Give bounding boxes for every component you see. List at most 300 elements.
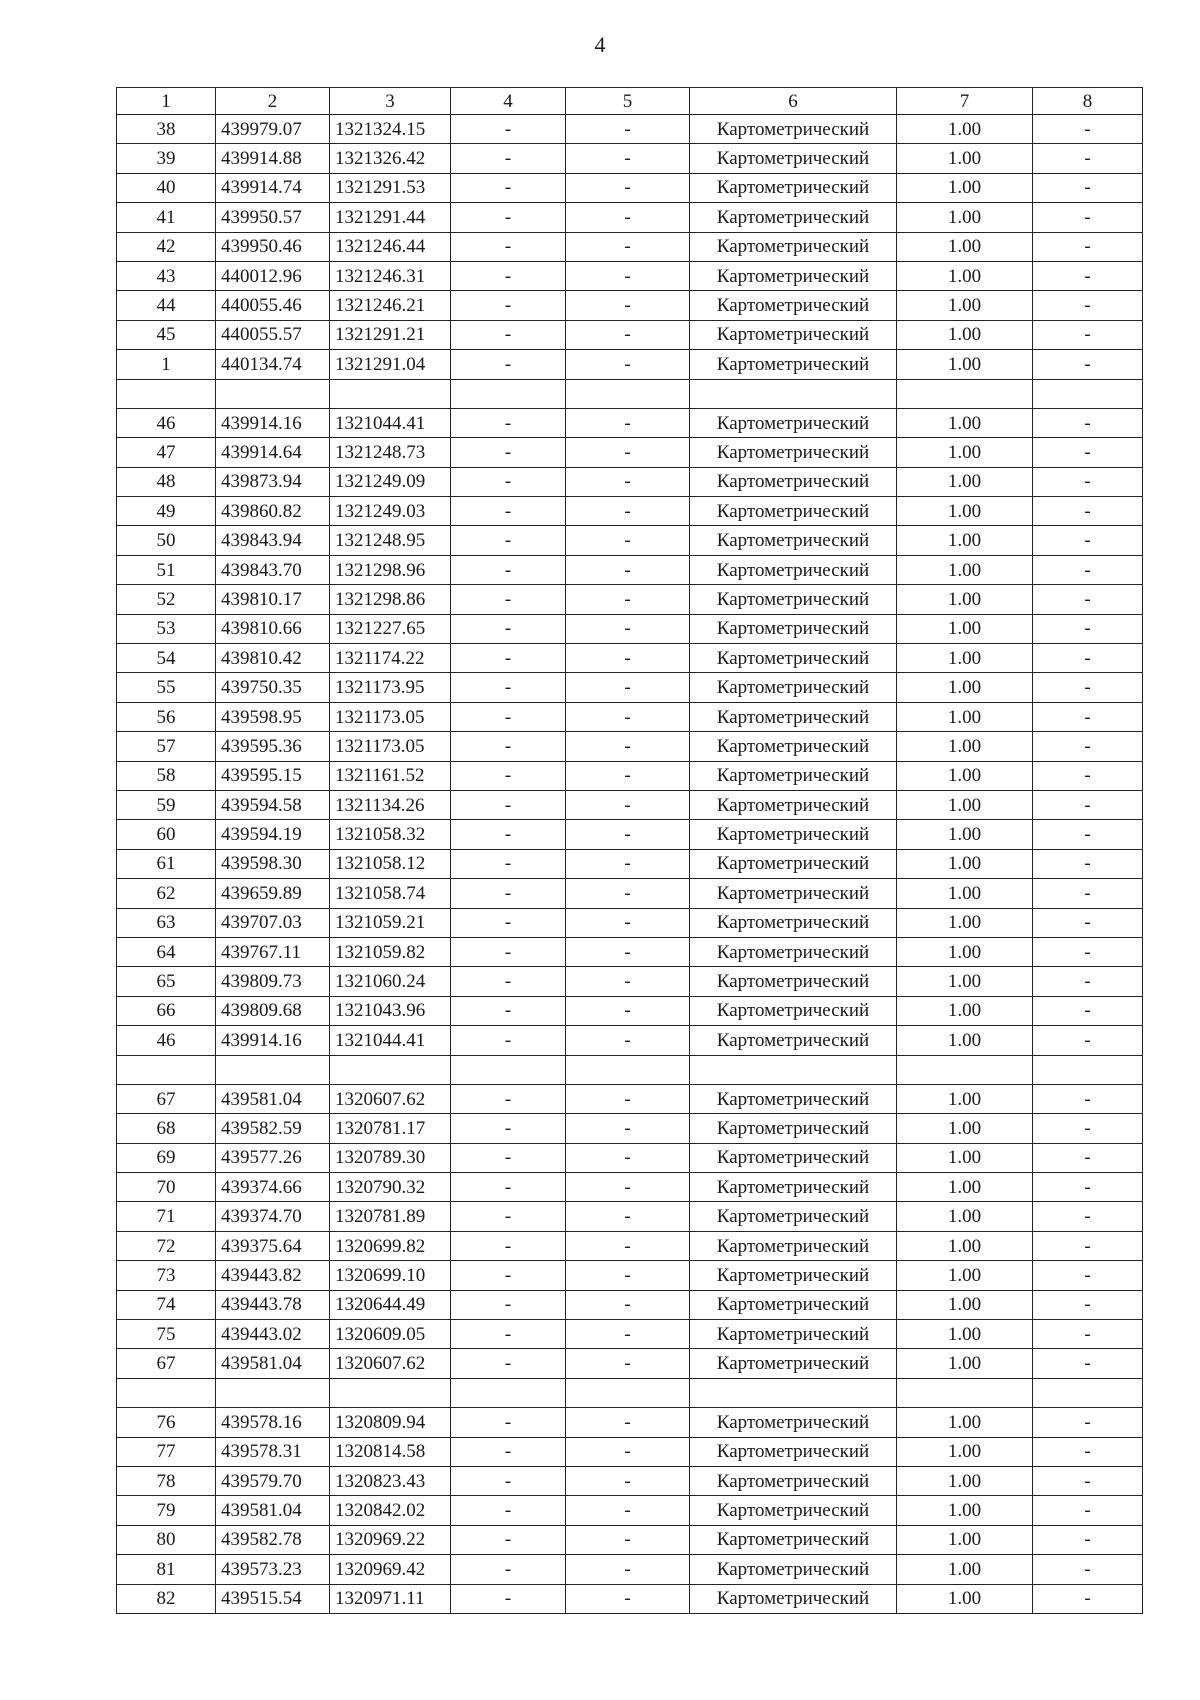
table-row — [117, 790, 1143, 819]
col8-cell: - — [1033, 1231, 1143, 1260]
accuracy-cell: 1.00 — [897, 1261, 1033, 1290]
col5-cell: - — [566, 1496, 690, 1525]
col4-cell: - — [451, 937, 566, 966]
method-cell: Картометрический — [690, 1202, 897, 1231]
col5-cell: - — [566, 1084, 690, 1113]
y-coordinate-cell: 1320789.30 — [330, 1143, 451, 1172]
col4-cell: - — [451, 438, 566, 467]
y-coordinate-cell: 1321249.09 — [330, 467, 451, 496]
x-coordinate-cell: 439914.16 — [216, 408, 330, 437]
y-coordinate-cell: 1320823.43 — [330, 1466, 451, 1495]
table-row — [117, 1466, 1143, 1495]
y-coordinate-cell: 1320699.82 — [330, 1231, 451, 1260]
point-number-cell: 51 — [117, 555, 216, 584]
point-number-cell: 78 — [117, 1466, 216, 1495]
col5-cell: - — [566, 702, 690, 731]
col4-cell: - — [451, 115, 566, 144]
y-coordinate-cell: 1321227.65 — [330, 614, 451, 643]
x-coordinate-cell: 439573.23 — [216, 1555, 330, 1584]
point-number-cell: 40 — [117, 173, 216, 202]
point-number-cell: 72 — [117, 1231, 216, 1260]
table-row — [117, 1026, 1143, 1055]
col4-cell: - — [451, 1143, 566, 1172]
accuracy-cell: 1.00 — [897, 1202, 1033, 1231]
method-cell: Картометрический — [690, 614, 897, 643]
point-number-cell: 45 — [117, 320, 216, 349]
accuracy-cell: 1.00 — [897, 1143, 1033, 1172]
col8-cell: - — [1033, 232, 1143, 261]
col5-cell: - — [566, 820, 690, 849]
y-coordinate-cell: 1321134.26 — [330, 790, 451, 819]
point-number-cell: 68 — [117, 1114, 216, 1143]
table-row — [117, 1349, 1143, 1378]
col4-cell: - — [451, 644, 566, 673]
col8-cell — [1033, 1378, 1143, 1407]
x-coordinate-cell: 439594.58 — [216, 790, 330, 819]
y-coordinate-cell: 1321058.32 — [330, 820, 451, 849]
y-coordinate-cell: 1320644.49 — [330, 1290, 451, 1319]
x-coordinate-cell: 439595.36 — [216, 732, 330, 761]
table-row — [117, 1261, 1143, 1290]
method-cell: Картометрический — [690, 1290, 897, 1319]
y-coordinate-cell: 1321291.44 — [330, 203, 451, 232]
y-coordinate-cell: 1320809.94 — [330, 1408, 451, 1437]
col8-cell: - — [1033, 1496, 1143, 1525]
x-coordinate-cell: 439950.57 — [216, 203, 330, 232]
method-cell: Картометрический — [690, 1349, 897, 1378]
col5-cell: - — [566, 1555, 690, 1584]
col8-cell: - — [1033, 1114, 1143, 1143]
table-row — [117, 1231, 1143, 1260]
point-number-cell: 79 — [117, 1496, 216, 1525]
y-coordinate-cell: 1321058.12 — [330, 849, 451, 878]
method-cell: Картометрический — [690, 1496, 897, 1525]
col8-cell: - — [1033, 908, 1143, 937]
table-row — [117, 350, 1143, 379]
accuracy-cell — [897, 1055, 1033, 1084]
col8-cell: - — [1033, 555, 1143, 584]
point-number-cell: 73 — [117, 1261, 216, 1290]
accuracy-cell — [897, 379, 1033, 408]
table-row — [117, 1084, 1143, 1113]
col5-cell: - — [566, 1466, 690, 1495]
point-number-cell: 49 — [117, 497, 216, 526]
x-coordinate-cell: 439579.70 — [216, 1466, 330, 1495]
col8-cell: - — [1033, 1084, 1143, 1113]
method-cell: Картометрический — [690, 1143, 897, 1172]
accuracy-cell: 1.00 — [897, 1084, 1033, 1113]
col4-cell: - — [451, 996, 566, 1025]
col8-cell: - — [1033, 879, 1143, 908]
column-header: 5 — [566, 88, 690, 115]
x-coordinate-cell: 439581.04 — [216, 1496, 330, 1525]
point-number-cell: 1 — [117, 350, 216, 379]
col5-cell: - — [566, 1173, 690, 1202]
y-coordinate-cell: 1320842.02 — [330, 1496, 451, 1525]
point-number-cell — [117, 1055, 216, 1084]
accuracy-cell: 1.00 — [897, 467, 1033, 496]
col4-cell: - — [451, 1290, 566, 1319]
col8-cell — [1033, 379, 1143, 408]
col4-cell: - — [451, 350, 566, 379]
col8-cell: - — [1033, 673, 1143, 702]
point-number-cell: 54 — [117, 644, 216, 673]
col4-cell: - — [451, 291, 566, 320]
y-coordinate-cell: 1320814.58 — [330, 1437, 451, 1466]
x-coordinate-cell: 439843.70 — [216, 555, 330, 584]
method-cell: Картометрический — [690, 967, 897, 996]
point-number-cell: 67 — [117, 1084, 216, 1113]
x-coordinate-cell: 439598.30 — [216, 849, 330, 878]
table-row — [117, 467, 1143, 496]
col5-cell: - — [566, 261, 690, 290]
col4-cell: - — [451, 585, 566, 614]
page-number: 4 — [594, 32, 606, 57]
col5-cell: - — [566, 1349, 690, 1378]
accuracy-cell: 1.00 — [897, 908, 1033, 937]
point-number-cell: 52 — [117, 585, 216, 614]
x-coordinate-cell: 439577.26 — [216, 1143, 330, 1172]
col8-cell: - — [1033, 1173, 1143, 1202]
point-number-cell — [117, 1378, 216, 1407]
table-row — [117, 203, 1143, 232]
col4-cell: - — [451, 1408, 566, 1437]
y-coordinate-cell: 1321291.04 — [330, 350, 451, 379]
x-coordinate-cell: 439810.66 — [216, 614, 330, 643]
x-coordinate-cell — [216, 379, 330, 408]
col8-cell: - — [1033, 261, 1143, 290]
accuracy-cell: 1.00 — [897, 732, 1033, 761]
col4-cell: - — [451, 1584, 566, 1613]
method-cell: Картометрический — [690, 996, 897, 1025]
point-number-cell: 39 — [117, 144, 216, 173]
point-number-cell: 47 — [117, 438, 216, 467]
x-coordinate-cell — [216, 1378, 330, 1407]
col4-cell — [451, 379, 566, 408]
point-number-cell: 67 — [117, 1349, 216, 1378]
point-number-cell: 80 — [117, 1525, 216, 1554]
accuracy-cell: 1.00 — [897, 1525, 1033, 1554]
col4-cell — [451, 1055, 566, 1084]
x-coordinate-cell: 439443.82 — [216, 1261, 330, 1290]
method-cell: Картометрический — [690, 1261, 897, 1290]
col5-cell — [566, 1055, 690, 1084]
x-coordinate-cell: 439809.68 — [216, 996, 330, 1025]
table-row — [117, 438, 1143, 467]
point-number-cell: 59 — [117, 790, 216, 819]
accuracy-cell: 1.00 — [897, 497, 1033, 526]
x-coordinate-cell: 439578.31 — [216, 1437, 330, 1466]
accuracy-cell: 1.00 — [897, 614, 1033, 643]
col8-cell: - — [1033, 1584, 1143, 1613]
point-number-cell: 60 — [117, 820, 216, 849]
col4-cell: - — [451, 879, 566, 908]
method-cell: Картометрический — [690, 232, 897, 261]
col5-cell: - — [566, 438, 690, 467]
point-number-cell: 41 — [117, 203, 216, 232]
x-coordinate-cell: 439594.19 — [216, 820, 330, 849]
y-coordinate-cell: 1320790.32 — [330, 1173, 451, 1202]
table-row — [117, 1525, 1143, 1554]
point-number-cell: 71 — [117, 1202, 216, 1231]
table-row — [117, 879, 1143, 908]
col8-cell: - — [1033, 585, 1143, 614]
table-separator-row — [117, 1378, 1143, 1407]
method-cell: Картометрический — [690, 1525, 897, 1554]
y-coordinate-cell: 1321058.74 — [330, 879, 451, 908]
point-number-cell: 77 — [117, 1437, 216, 1466]
column-header: 8 — [1033, 88, 1143, 115]
col4-cell: - — [451, 1114, 566, 1143]
x-coordinate-cell: 440055.46 — [216, 291, 330, 320]
col5-cell: - — [566, 320, 690, 349]
col5-cell: - — [566, 585, 690, 614]
method-cell: Картометрический — [690, 1466, 897, 1495]
col4-cell: - — [451, 1261, 566, 1290]
col8-cell: - — [1033, 996, 1143, 1025]
accuracy-cell: 1.00 — [897, 879, 1033, 908]
table-row — [117, 497, 1143, 526]
col5-cell: - — [566, 1261, 690, 1290]
col4-cell: - — [451, 497, 566, 526]
column-header: 7 — [897, 88, 1033, 115]
accuracy-cell: 1.00 — [897, 1349, 1033, 1378]
method-cell: Картометрический — [690, 526, 897, 555]
col8-cell: - — [1033, 937, 1143, 966]
col5-cell: - — [566, 761, 690, 790]
accuracy-cell: 1.00 — [897, 555, 1033, 584]
col8-cell: - — [1033, 438, 1143, 467]
y-coordinate-cell: 1321059.21 — [330, 908, 451, 937]
col8-cell: - — [1033, 203, 1143, 232]
y-coordinate-cell: 1320781.17 — [330, 1114, 451, 1143]
col4-cell: - — [451, 467, 566, 496]
col4-cell: - — [451, 203, 566, 232]
col8-cell: - — [1033, 291, 1143, 320]
accuracy-cell: 1.00 — [897, 849, 1033, 878]
col4-cell: - — [451, 232, 566, 261]
col5-cell: - — [566, 1525, 690, 1554]
col5-cell: - — [566, 203, 690, 232]
col4-cell: - — [451, 1173, 566, 1202]
y-coordinate-cell: 1321059.82 — [330, 937, 451, 966]
y-coordinate-cell: 1320609.05 — [330, 1320, 451, 1349]
table-row — [117, 320, 1143, 349]
col5-cell: - — [566, 1290, 690, 1319]
col5-cell: - — [566, 849, 690, 878]
table-row — [117, 585, 1143, 614]
accuracy-cell — [897, 1378, 1033, 1407]
col8-cell: - — [1033, 1349, 1143, 1378]
method-cell: Картометрический — [690, 320, 897, 349]
y-coordinate-cell — [330, 379, 451, 408]
point-number-cell: 53 — [117, 614, 216, 643]
col4-cell: - — [451, 732, 566, 761]
accuracy-cell: 1.00 — [897, 261, 1033, 290]
y-coordinate-cell: 1321173.95 — [330, 673, 451, 702]
method-cell: Картометрический — [690, 732, 897, 761]
col4-cell: - — [451, 1320, 566, 1349]
table-row — [117, 1408, 1143, 1437]
table-row — [117, 761, 1143, 790]
x-coordinate-cell: 439809.73 — [216, 967, 330, 996]
y-coordinate-cell: 1321291.21 — [330, 320, 451, 349]
col8-cell: - — [1033, 144, 1143, 173]
col4-cell: - — [451, 790, 566, 819]
col8-cell: - — [1033, 1290, 1143, 1319]
point-number-cell: 62 — [117, 879, 216, 908]
y-coordinate-cell: 1320781.89 — [330, 1202, 451, 1231]
x-coordinate-cell: 439914.74 — [216, 173, 330, 202]
accuracy-cell: 1.00 — [897, 203, 1033, 232]
y-coordinate-cell: 1320607.62 — [330, 1349, 451, 1378]
method-cell: Картометрический — [690, 1437, 897, 1466]
accuracy-cell: 1.00 — [897, 790, 1033, 819]
x-coordinate-cell: 439595.15 — [216, 761, 330, 790]
point-number-cell: 50 — [117, 526, 216, 555]
method-cell: Картометрический — [690, 1026, 897, 1055]
col8-cell: - — [1033, 1408, 1143, 1437]
col5-cell — [566, 379, 690, 408]
y-coordinate-cell: 1320607.62 — [330, 1084, 451, 1113]
method-cell: Картометрический — [690, 761, 897, 790]
col4-cell: - — [451, 1026, 566, 1055]
method-cell: Картометрический — [690, 203, 897, 232]
table-separator-row — [117, 1055, 1143, 1084]
x-coordinate-cell: 439581.04 — [216, 1084, 330, 1113]
table-row — [117, 291, 1143, 320]
point-number-cell: 43 — [117, 261, 216, 290]
table-row — [117, 967, 1143, 996]
col4-cell: - — [451, 261, 566, 290]
point-number-cell: 46 — [117, 1026, 216, 1055]
table-row — [117, 144, 1143, 173]
col8-cell: - — [1033, 467, 1143, 496]
x-coordinate-cell: 439375.64 — [216, 1231, 330, 1260]
y-coordinate-cell: 1321291.53 — [330, 173, 451, 202]
table-row — [117, 232, 1143, 261]
col5-cell: - — [566, 908, 690, 937]
method-cell: Картометрический — [690, 820, 897, 849]
table-row — [117, 820, 1143, 849]
col5-cell: - — [566, 526, 690, 555]
method-cell: Картометрический — [690, 908, 897, 937]
y-coordinate-cell: 1321248.95 — [330, 526, 451, 555]
table-row — [117, 1437, 1143, 1466]
accuracy-cell: 1.00 — [897, 1026, 1033, 1055]
table-row — [117, 261, 1143, 290]
col5-cell: - — [566, 115, 690, 144]
method-cell: Картометрический — [690, 849, 897, 878]
x-coordinate-cell: 439873.94 — [216, 467, 330, 496]
col8-cell: - — [1033, 1466, 1143, 1495]
col4-cell: - — [451, 673, 566, 702]
table-row — [117, 408, 1143, 437]
x-coordinate-cell: 439860.82 — [216, 497, 330, 526]
column-header: 6 — [690, 88, 897, 115]
col4-cell: - — [451, 173, 566, 202]
method-cell: Картометрический — [690, 790, 897, 819]
col4-cell: - — [451, 908, 566, 937]
col4-cell: - — [451, 526, 566, 555]
point-number-cell: 76 — [117, 1408, 216, 1437]
method-cell: Картометрический — [690, 585, 897, 614]
method-cell: Картометрический — [690, 1173, 897, 1202]
col4-cell: - — [451, 761, 566, 790]
col4-cell — [451, 1378, 566, 1407]
table-row — [117, 1173, 1143, 1202]
table-row — [117, 1143, 1143, 1172]
col8-cell: - — [1033, 526, 1143, 555]
accuracy-cell: 1.00 — [897, 585, 1033, 614]
method-cell: Картометрический — [690, 702, 897, 731]
table-row — [117, 908, 1143, 937]
method-cell: Картометрический — [690, 1320, 897, 1349]
y-coordinate-cell: 1321044.41 — [330, 408, 451, 437]
col5-cell: - — [566, 937, 690, 966]
table-separator-row — [117, 379, 1143, 408]
point-number-cell: 57 — [117, 732, 216, 761]
table-row — [117, 614, 1143, 643]
y-coordinate-cell: 1321246.21 — [330, 291, 451, 320]
col5-cell: - — [566, 1114, 690, 1143]
accuracy-cell: 1.00 — [897, 1231, 1033, 1260]
accuracy-cell: 1.00 — [897, 937, 1033, 966]
method-cell: Картометрический — [690, 173, 897, 202]
col4-cell: - — [451, 144, 566, 173]
point-number-cell — [117, 379, 216, 408]
col4-cell: - — [451, 1231, 566, 1260]
method-cell: Картометрический — [690, 144, 897, 173]
accuracy-cell: 1.00 — [897, 173, 1033, 202]
point-number-cell: 65 — [117, 967, 216, 996]
accuracy-cell: 1.00 — [897, 232, 1033, 261]
y-coordinate-cell: 1321161.52 — [330, 761, 451, 790]
col8-cell: - — [1033, 1202, 1143, 1231]
y-coordinate-cell: 1321173.05 — [330, 732, 451, 761]
point-number-cell: 61 — [117, 849, 216, 878]
x-coordinate-cell: 439767.11 — [216, 937, 330, 966]
method-cell — [690, 1378, 897, 1407]
point-number-cell: 75 — [117, 1320, 216, 1349]
point-number-cell: 69 — [117, 1143, 216, 1172]
col8-cell: - — [1033, 1525, 1143, 1554]
y-coordinate-cell: 1321324.15 — [330, 115, 451, 144]
x-coordinate-cell: 439979.07 — [216, 115, 330, 144]
accuracy-cell: 1.00 — [897, 1114, 1033, 1143]
accuracy-cell: 1.00 — [897, 1584, 1033, 1613]
y-coordinate-cell: 1321246.31 — [330, 261, 451, 290]
col8-cell: - — [1033, 849, 1143, 878]
table-row — [117, 1290, 1143, 1319]
method-cell: Картометрический — [690, 1084, 897, 1113]
method-cell: Картометрический — [690, 115, 897, 144]
method-cell: Картометрический — [690, 1584, 897, 1613]
col4-cell: - — [451, 1202, 566, 1231]
x-coordinate-cell: 439950.46 — [216, 232, 330, 261]
col5-cell: - — [566, 673, 690, 702]
col4-cell: - — [451, 1496, 566, 1525]
table-row — [117, 1584, 1143, 1613]
x-coordinate-cell: 439843.94 — [216, 526, 330, 555]
col8-cell: - — [1033, 790, 1143, 819]
col4-cell: - — [451, 555, 566, 584]
accuracy-cell: 1.00 — [897, 291, 1033, 320]
accuracy-cell: 1.00 — [897, 702, 1033, 731]
accuracy-cell: 1.00 — [897, 115, 1033, 144]
x-coordinate-cell: 439914.16 — [216, 1026, 330, 1055]
x-coordinate-cell: 439515.54 — [216, 1584, 330, 1613]
